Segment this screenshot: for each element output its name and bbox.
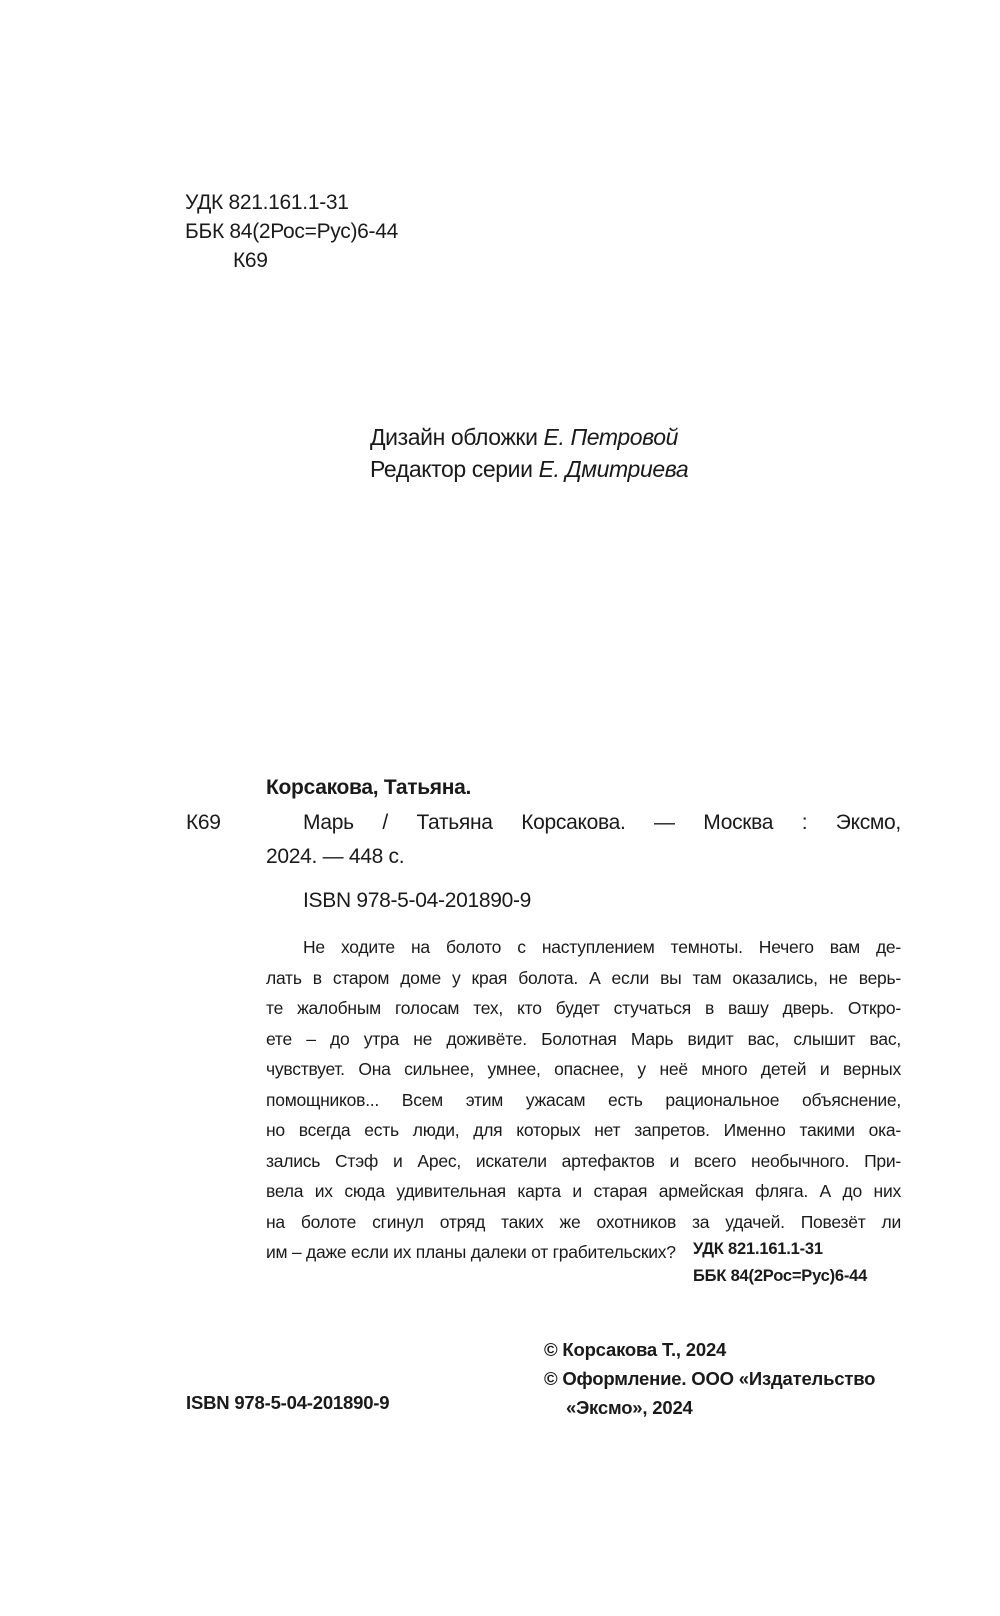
annotation-line: чувствует. Она сильнее, умнее, опаснее, у неё много детей и верных bbox=[266, 1059, 901, 1079]
annotation-paragraph bbox=[266, 932, 901, 1268]
record-isbn: ISBN 978-5-04-201890-9 bbox=[303, 889, 532, 912]
record-title-continuation: 2024. — 448 с. bbox=[266, 845, 405, 868]
cover-designer-credit bbox=[370, 421, 688, 453]
record-author-sign: К69 bbox=[186, 811, 221, 834]
series-editor-credit bbox=[370, 453, 688, 485]
annotation-line: на болоте сгинул отряд таких же охотников за удачей. Повезёт ли bbox=[266, 1211, 901, 1232]
udk-code: УДК 821.161.1-31 bbox=[693, 1240, 823, 1258]
classification-codes-bottom bbox=[693, 1236, 867, 1290]
annotation-line: Не ходите на болото с наступлением темноты. Нечего вам де- bbox=[303, 937, 901, 957]
bbk-code: ББК 84(2Рос=Рус)6-44 bbox=[693, 1267, 868, 1285]
title-word: Марь bbox=[303, 811, 354, 834]
annotation-line: те жалобным голосам тех, кто будет стучаться в вашу дверь. Откро- bbox=[266, 998, 901, 1018]
copyright-design: © Оформление. ООО «Издательство bbox=[544, 1368, 876, 1389]
series-editor-name: Е. Дмитриева bbox=[538, 456, 689, 482]
credits-block bbox=[370, 421, 688, 485]
cover-designer-label: Дизайн обложки bbox=[370, 424, 538, 450]
classification-codes-top bbox=[185, 188, 398, 275]
title-word: : bbox=[801, 811, 808, 834]
series-editor-label: Редактор серии bbox=[370, 456, 533, 482]
annotation-line: ете – до утра не доживёте. Болотная Марь видит вас, слышит вас, bbox=[266, 1028, 901, 1049]
annotation-line: им – даже если их планы далеки от грабительских? bbox=[266, 1242, 676, 1262]
copyright-author: © Корсакова Т., 2024 bbox=[544, 1339, 727, 1360]
title-word: Эксмо, bbox=[835, 811, 901, 834]
title-word: / bbox=[382, 811, 388, 834]
record-author: Корсакова, Татьяна. bbox=[266, 776, 472, 799]
cover-designer-name: Е. Петровой bbox=[543, 424, 679, 450]
author-sign: К69 bbox=[233, 249, 268, 272]
annotation-line: вела их сюда удивительная карта и старая армейская фляга. А до них bbox=[266, 1181, 901, 1201]
annotation-line: но всегда есть люди, для которых нет запретов. Именно такими ока- bbox=[266, 1120, 901, 1140]
annotation-line: лать в старом доме у края болота. А если вы там оказались, не верь- bbox=[266, 967, 901, 988]
bbk-code: ББК 84(2Рос=Рус)6-44 bbox=[185, 220, 398, 243]
title-word: Татьяна bbox=[416, 811, 493, 834]
annotation-line: зались Стэф и Арес, искатели артефактов и всего необычного. При- bbox=[266, 1150, 901, 1171]
isbn-bottom: ISBN 978-5-04-201890-9 bbox=[186, 1392, 390, 1413]
copyright-design-cont: «Эксмо», 2024 bbox=[566, 1397, 693, 1418]
title-word: — bbox=[654, 811, 675, 834]
udk-code: УДК 821.161.1-31 bbox=[185, 191, 349, 214]
record-title-line bbox=[303, 811, 901, 835]
copyright-block bbox=[544, 1335, 875, 1422]
annotation-line: помощников... Всем этим ужасам есть рациональное объяснение, bbox=[266, 1089, 901, 1110]
title-word: Москва bbox=[703, 811, 774, 834]
title-word: Корсакова. bbox=[521, 811, 626, 834]
